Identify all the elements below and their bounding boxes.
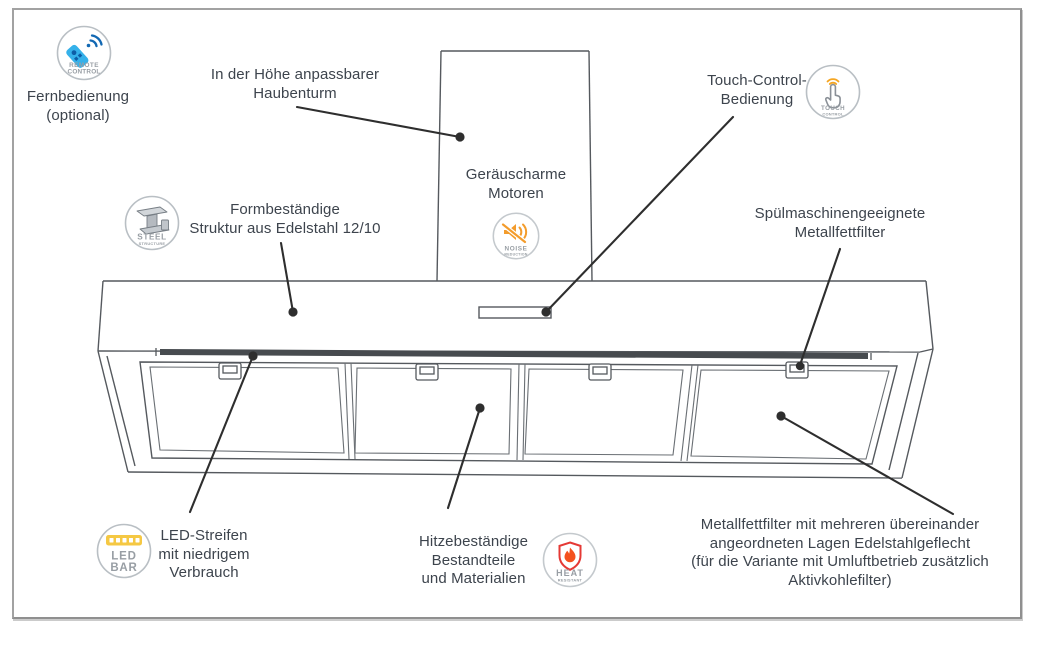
label-line: Haubenturm xyxy=(253,84,337,102)
filter-panels xyxy=(150,363,889,461)
label-led-strip xyxy=(145,527,263,583)
icon-caption: REDUCTION xyxy=(504,252,528,257)
label-line: Bedienung xyxy=(720,90,794,108)
icon-caption: STEEL xyxy=(137,232,167,242)
label-line: In der Höhe anpassbarer xyxy=(210,66,380,83)
label-line: Aktivkohlefilter) xyxy=(788,571,892,589)
icon-caption: CONTROL xyxy=(67,68,101,76)
label-heat-resistant xyxy=(406,533,541,589)
icon-caption: REMOTE xyxy=(69,62,99,69)
label-line: Bestandteile xyxy=(431,551,516,569)
icon-caption: LED xyxy=(111,550,137,563)
label-remote-control xyxy=(8,88,148,125)
label-hood-tower xyxy=(190,66,400,103)
icon-caption: TOUCH xyxy=(821,105,845,112)
icon-caption: NOISE xyxy=(504,245,528,253)
label-line: und Materialien xyxy=(421,570,526,587)
label-line: angeordneten Lagen Edelstahlgeflecht xyxy=(709,534,971,552)
icon-caption: RESISTANT xyxy=(557,577,583,583)
label-line: Formbeständige xyxy=(230,201,340,218)
led-strip xyxy=(160,349,868,359)
label-line: Fernbedienung xyxy=(26,88,130,105)
label-line: Metallfettfilter xyxy=(794,223,886,241)
label-line: LED-Streifen xyxy=(160,527,248,544)
steel-structure-icon xyxy=(124,195,180,256)
label-dishwasher-filter xyxy=(745,205,935,242)
icon-caption: HEAT xyxy=(556,568,584,578)
label-metal-grease-filter xyxy=(685,516,995,590)
label-line: Metallfettfilter mit mehreren übereinander xyxy=(700,516,980,533)
label-line: (optional) xyxy=(46,106,110,124)
led-bar-icon xyxy=(96,523,152,584)
noise-reduction-icon xyxy=(492,212,540,265)
label-line: Geräuscharme xyxy=(465,166,567,183)
remote-control-icon xyxy=(56,25,112,86)
label-line: Struktur aus Edelstahl 12/10 xyxy=(189,219,381,237)
heat-resistant-icon xyxy=(542,532,598,593)
control-panel xyxy=(479,307,551,318)
label-line: Spülmaschinengeeignete xyxy=(754,205,926,222)
label-line: mit niedrigem xyxy=(158,545,250,563)
label-steel-structure xyxy=(180,201,390,238)
touch-control-icon xyxy=(805,64,861,125)
icon-caption: STRUCTURE xyxy=(138,241,166,246)
icon-caption: CONTROL xyxy=(822,111,844,117)
label-quiet-motors xyxy=(440,166,592,203)
label-line: Motoren xyxy=(488,184,544,202)
label-line: Touch-Control- xyxy=(707,72,807,89)
label-line: Hitzebeständige xyxy=(418,533,529,550)
icon-caption: BAR xyxy=(110,562,138,574)
label-line: (für die Variante mit Umluftbetrieb zusätzlich xyxy=(691,553,989,570)
label-line: Verbrauch xyxy=(169,564,239,581)
